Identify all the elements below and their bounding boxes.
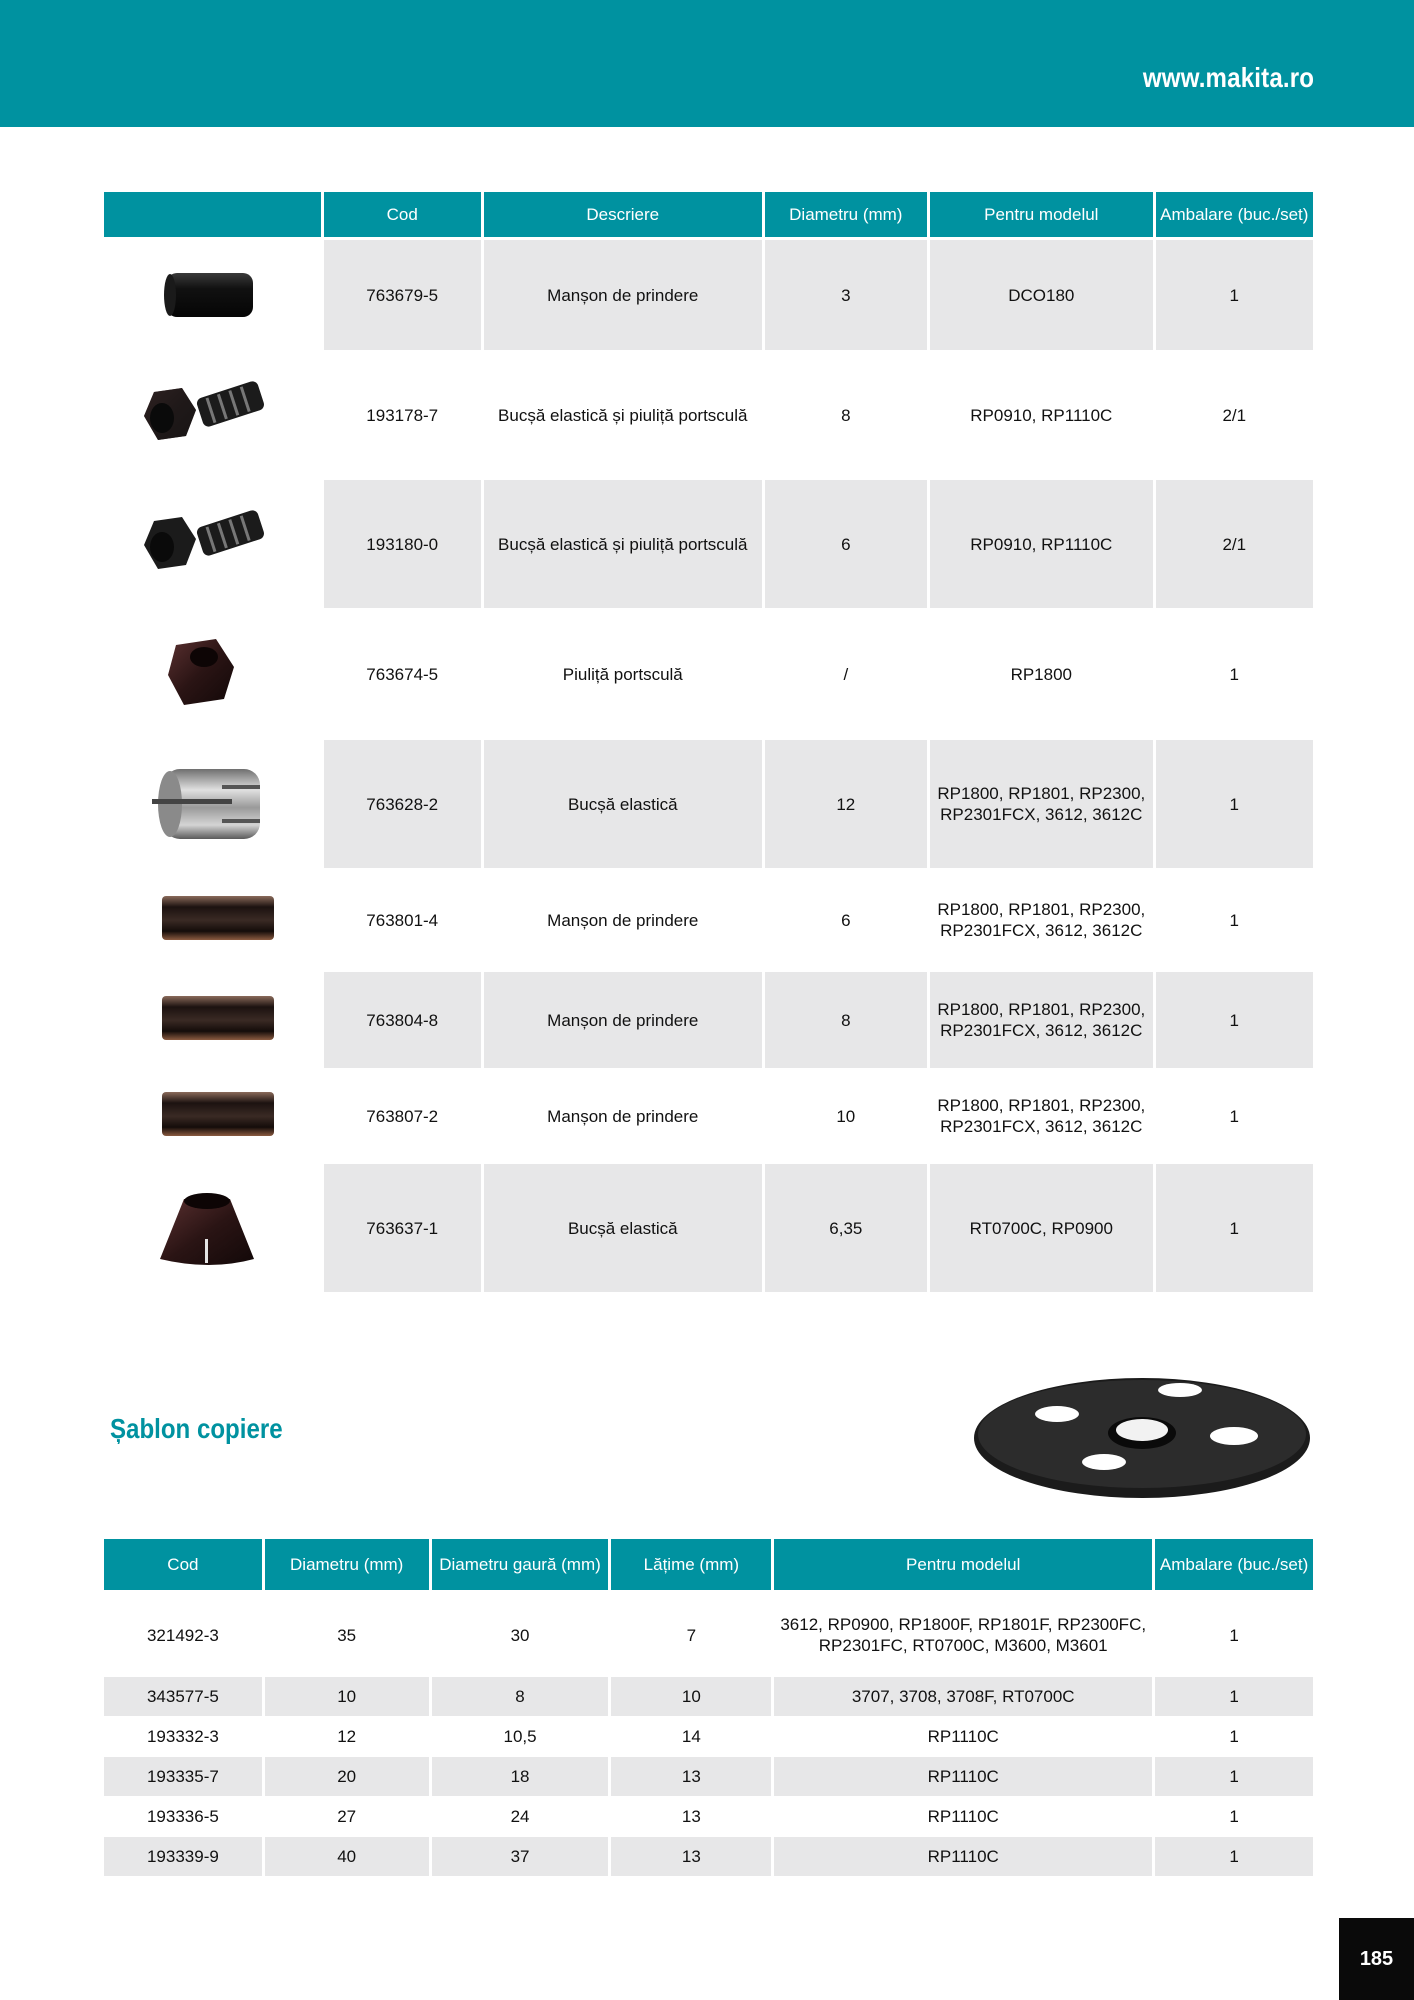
site-url[interactable]: www.makita.ro [1142,62,1314,93]
ambalare-cell: 2/1 [1156,480,1313,608]
ambalare-cell: 1 [1156,240,1313,350]
steel-collet-icon [112,747,312,857]
cod-cell: 193332-3 [146,1727,219,1746]
model-cell: 3612, RP0900, RP1800F, RP1801F, RP2300FC, RP2301FC, RT0700C, M3600, M3601 [780,1615,1147,1655]
cod-cell: 763679-5 [324,240,481,350]
diametru-cell: 40 [265,1837,429,1876]
table-row [104,1796,1313,1837]
cod-cell: 193335-7 [104,1757,262,1796]
diametru-cell: 8 [765,972,927,1068]
ambalare-cell: 1 [1155,1837,1313,1876]
column-header-model: Pentru modelul [930,192,1153,240]
collets-table [101,192,1316,1292]
sleeve-metal-icon [112,878,312,958]
descriere-cell: Manșon de prindere [484,972,762,1068]
ambalare-cell: 1 [1156,740,1313,868]
model-cell: RP1800, RP1801, RP2300, RP2301FCX, 3612, 3612C [937,900,1146,940]
gaura-cell: 18 [432,1757,609,1796]
gaura-cell: 8 [432,1677,609,1716]
column-header-diametru-gaura: Diametru gaură (mm) [432,1539,609,1593]
table-row [104,868,1313,972]
ambalare-cell: 1 [1229,1106,1240,1126]
descriere-cell: Bucșă elastică [484,1164,762,1292]
model-cell: RP1110C [774,1837,1152,1876]
ambalare-cell: 1 [1229,1625,1239,1645]
product-image [104,480,321,608]
section-title: Șablon copiere [110,1413,283,1444]
product-image [104,1068,321,1164]
column-header-ambalare: Ambalare (buc./set) [1156,192,1313,240]
product-image [104,868,321,972]
diametru-cell: 10 [265,1677,429,1716]
column-header-cod: Cod [324,192,481,240]
model-cell: RP0910, RP1110C [970,405,1113,425]
table-row [104,972,1313,1068]
gaura-cell: 37 [432,1837,609,1876]
latime-cell: 13 [611,1757,771,1796]
table-row [104,1757,1313,1796]
table-row [104,1716,1313,1757]
table-header-row [104,1539,1313,1593]
diametru-cell: 12 [337,1727,357,1746]
table-row [104,740,1313,868]
ambalare-cell: 2/1 [1222,405,1247,425]
cod-cell: 763807-2 [366,1106,439,1126]
model-cell: RT0700C, RP0900 [930,1164,1153,1292]
diametru-cell: 3 [765,240,927,350]
gaura-cell: 10,5 [503,1727,537,1746]
cod-cell: 763637-1 [324,1164,481,1292]
template-guide-image [972,1376,1314,1500]
model-cell: RP1110C [927,1807,999,1826]
product-image [104,1164,321,1292]
diametru-cell: 8 [841,405,851,425]
descriere-cell: Manșon de prindere [547,1106,699,1126]
column-header-ambalare: Ambalare (buc./set) [1155,1539,1313,1593]
ambalare-cell: 1 [1155,1677,1313,1716]
column-header-model: Pentru modelul [774,1539,1152,1593]
product-image [104,972,321,1068]
diametru-cell: 27 [337,1807,357,1826]
ambalare-cell: 1 [1229,1807,1239,1826]
cod-cell: 343577-5 [104,1677,262,1716]
sleeve-metal-icon [112,978,312,1058]
sleeve-metal-icon [112,1074,312,1154]
latime-cell: 10 [611,1677,771,1716]
latime-cell: 13 [611,1837,771,1876]
image-column-header [104,192,321,240]
ambalare-cell: 1 [1229,664,1240,684]
latime-cell: 7 [686,1625,697,1645]
table-row [104,1593,1313,1677]
table-row [104,1068,1313,1164]
diametru-cell: 12 [765,740,927,868]
product-image [104,740,321,868]
cod-cell: 193180-0 [324,480,481,608]
column-header-latime: Lățime (mm) [611,1539,771,1593]
latime-cell: 14 [681,1727,701,1746]
cod-cell: 763674-5 [366,664,439,684]
cod-cell: 193339-9 [104,1837,262,1876]
ambalare-cell: 1 [1156,1164,1313,1292]
cod-cell: 763628-2 [324,740,481,868]
table-row [104,1837,1313,1876]
diametru-cell: / [843,664,849,684]
gaura-cell: 24 [510,1807,530,1826]
model-cell: RP1110C [927,1727,999,1746]
table-row [104,480,1313,608]
model-cell: RP1800, RP1801, RP2300, RP2301FCX, 3612, 3612C [930,740,1153,868]
descriere-cell: Manșon de prindere [547,910,699,930]
ambalare-cell: 1 [1156,972,1313,1068]
descriere-cell: Bucșă elastică [484,740,762,868]
table-header-row [104,192,1313,240]
table-row [104,1164,1313,1292]
cod-cell: 193178-7 [366,405,439,425]
table-row [104,608,1313,740]
diametru-cell: 10 [836,1106,856,1126]
model-cell: RP1800 [1010,664,1072,684]
template-guides-table [101,1539,1316,1876]
model-cell: RP1110C [774,1757,1152,1796]
product-image [104,608,321,740]
cod-cell: 763804-8 [324,972,481,1068]
gaura-cell: 30 [510,1625,530,1645]
table-row [104,1677,1313,1716]
diametru-cell: 6,35 [765,1164,927,1292]
descriere-cell: Bucșă elastică și piuliță portsculă [484,480,762,608]
column-header-diametru: Diametru (mm) [265,1539,429,1593]
model-cell: DCO180 [930,240,1153,350]
ambalare-cell: 1 [1229,910,1240,930]
page-number: 185 [1339,1918,1414,2000]
descriere-cell: Manșon de prindere [484,240,762,350]
diametru-cell: 6 [765,480,927,608]
collet-nut-icon [112,358,312,468]
column-header-cod: Cod [104,1539,262,1593]
latime-cell: 13 [681,1807,701,1826]
collet-nut-icon [112,487,312,597]
sleeve-black-icon [112,243,312,343]
model-cell: RP0910, RP1110C [930,480,1153,608]
cone-collet-icon [112,1171,312,1281]
descriere-cell: Bucșă elastică și piuliță portsculă [498,405,748,425]
diametru-cell: 20 [265,1757,429,1796]
header-bar [0,0,1414,127]
table-row [104,350,1313,480]
ambalare-cell: 1 [1155,1757,1313,1796]
hex-nut-icon [112,617,312,727]
product-image [104,240,321,350]
column-header-diametru: Diametru (mm) [765,192,927,240]
model-cell: RP1800, RP1801, RP2300, RP2301FCX, 3612, 3612C [930,972,1153,1068]
table-row [104,240,1313,350]
ambalare-cell: 1 [1229,1727,1239,1746]
model-cell: 3707, 3708, 3708F, RT0700C [774,1677,1152,1716]
cod-cell: 193336-5 [146,1807,219,1826]
model-cell: RP1800, RP1801, RP2300, RP2301FCX, 3612, 3612C [937,1096,1146,1136]
product-image [104,350,321,480]
cod-cell: 321492-3 [146,1625,219,1645]
cod-cell: 763801-4 [366,910,439,930]
descriere-cell: Piuliță portsculă [562,664,683,684]
diametru-cell: 35 [337,1625,357,1645]
column-header-descriere: Descriere [484,192,762,240]
diametru-cell: 6 [841,910,851,930]
